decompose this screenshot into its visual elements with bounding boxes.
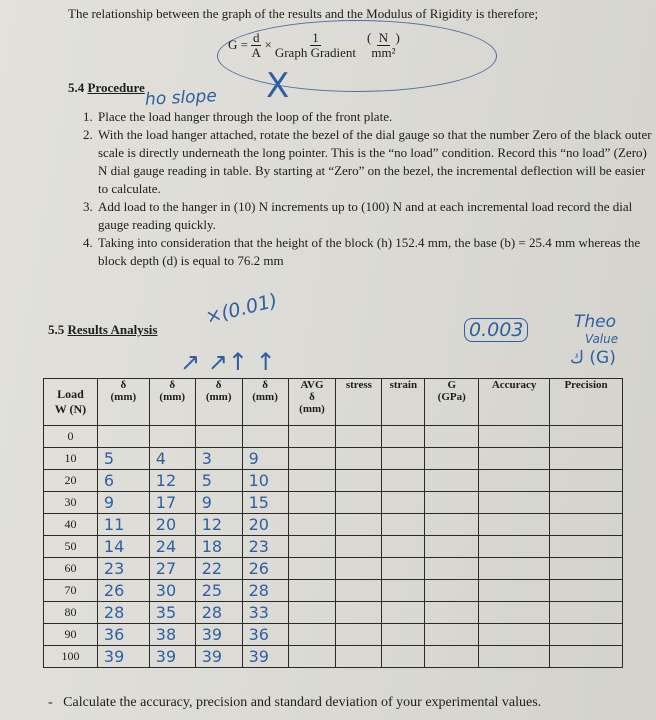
deflection-reading-cell: 23 xyxy=(97,558,149,580)
deflection-reading-cell: 22 xyxy=(195,558,242,580)
accuracy-cell xyxy=(479,536,550,558)
g-cell xyxy=(425,602,479,624)
formula-fraction-gradient: $\frac{1}{\text{Graph Gradient}}$ xyxy=(274,29,357,60)
deflection-reading-cell: 39 xyxy=(97,646,149,668)
deflection-reading-cell: 28 xyxy=(242,580,288,602)
header-deflection-3: δ (mm) xyxy=(195,379,242,426)
precision-cell xyxy=(550,426,623,448)
strain-cell xyxy=(382,426,425,448)
accuracy-cell xyxy=(479,448,550,470)
load-cell: 0 xyxy=(44,426,98,448)
stress-cell xyxy=(336,580,382,602)
table-row xyxy=(44,514,623,536)
deflection-reading-cell: 39 xyxy=(149,646,195,668)
deflection-reading-cell: 24 xyxy=(149,536,195,558)
rigidity-formula xyxy=(228,30,400,60)
deflection-reading-cell: 30 xyxy=(149,580,195,602)
procedure-steps xyxy=(70,108,656,270)
deflection-reading-cell: 39 xyxy=(195,646,242,668)
load-cell: 80 xyxy=(44,602,98,624)
accuracy-cell xyxy=(479,580,550,602)
g-cell xyxy=(425,646,479,668)
precision-cell xyxy=(550,580,623,602)
handwritten-cross-mark: X xyxy=(266,66,290,106)
strain-cell xyxy=(382,624,425,646)
precision-cell xyxy=(550,646,623,668)
accuracy-cell xyxy=(479,514,550,536)
deflection-reading-cell: 5 xyxy=(195,470,242,492)
header-precision: Precision xyxy=(550,379,623,426)
deflection-reading-cell: 25 xyxy=(195,580,242,602)
strain-cell xyxy=(382,492,425,514)
stress-cell xyxy=(336,558,382,580)
load-cell: 90 xyxy=(44,624,98,646)
table-header-row xyxy=(44,379,623,426)
avg-deflection-cell xyxy=(288,580,336,602)
results-heading: 5.5 Results Analysis xyxy=(48,322,158,337)
g-cell xyxy=(425,558,479,580)
stress-cell xyxy=(336,492,382,514)
deflection-reading-cell: 4 xyxy=(149,448,195,470)
accuracy-cell xyxy=(479,492,550,514)
precision-cell xyxy=(550,514,623,536)
deflection-reading-cell: 20 xyxy=(242,514,288,536)
table-row xyxy=(44,624,623,646)
load-cell: 30 xyxy=(44,492,98,514)
deflection-reading-cell: 26 xyxy=(97,580,149,602)
precision-cell xyxy=(550,558,623,580)
procedure-heading: 5.4 Procedure xyxy=(68,80,145,95)
formula-unit: ( $\frac{N}{\text{mm²}}$ ) xyxy=(367,30,400,60)
header-load: Load W (N) xyxy=(44,379,98,426)
strain-cell xyxy=(382,448,425,470)
handwritten-note-g: ك (G) xyxy=(570,348,616,368)
table-row xyxy=(44,536,623,558)
header-g: G (GPa) xyxy=(425,379,479,426)
precision-cell xyxy=(550,470,623,492)
deflection-reading-cell: 36 xyxy=(242,624,288,646)
strain-cell xyxy=(382,558,425,580)
g-cell xyxy=(425,536,479,558)
formula-lhs: G = xyxy=(228,37,248,52)
header-avg-deflection: AVG δ (mm) xyxy=(288,379,336,426)
stress-cell xyxy=(336,448,382,470)
load-cell: 60 xyxy=(44,558,98,580)
deflection-reading-cell: 27 xyxy=(149,558,195,580)
deflection-reading-cell: 23 xyxy=(242,536,288,558)
g-cell xyxy=(425,426,479,448)
deflection-reading-cell: 28 xyxy=(195,602,242,624)
g-cell xyxy=(425,448,479,470)
deflection-reading-cell: 10 xyxy=(242,470,288,492)
deflection-reading-cell: 12 xyxy=(149,470,195,492)
load-cell: 10 xyxy=(44,448,98,470)
deflection-reading-cell: 11 xyxy=(97,514,149,536)
deflection-reading-cell: 15 xyxy=(242,492,288,514)
deflection-reading-cell: 9 xyxy=(195,492,242,514)
formula-fraction-d-over-a: $\frac{d}{A}$ xyxy=(251,29,261,60)
intro-sentence: The relationship between the graph of the results and the Modulus of Rigidity is therefore; xyxy=(68,6,539,21)
table-row xyxy=(44,580,623,602)
precision-cell xyxy=(550,624,623,646)
header-deflection-4: δ (mm) xyxy=(242,379,288,426)
load-cell: 50 xyxy=(44,536,98,558)
stress-cell xyxy=(336,624,382,646)
deflection-reading-cell: 6 xyxy=(97,470,149,492)
precision-cell xyxy=(550,448,623,470)
load-cell: 40 xyxy=(44,514,98,536)
strain-cell xyxy=(382,646,425,668)
g-cell xyxy=(425,624,479,646)
handwritten-arrows: ↗ ↗↑ ↑ xyxy=(180,348,276,376)
procedure-step: 3. Add load to the hanger in (10) N increments up to (100) N and at each incremental load record the dial gauge reading quickly. xyxy=(96,198,656,234)
avg-deflection-cell xyxy=(288,536,336,558)
procedure-step: 2. With the load hanger attached, rotate the bezel of the dial gauge so that the number Zero of the black outer scale is directly underneath the long pointer. This is the “no load” condition. Record this “no load” (Zero) N dial gauge reading in table. By starting at “Zero” on the bezel, the incremental deflection will be easier to calculate. xyxy=(96,126,656,198)
handwritten-note-theo: Theo xyxy=(574,312,617,332)
deflection-reading-cell: 18 xyxy=(195,536,242,558)
accuracy-cell xyxy=(479,624,550,646)
strain-cell xyxy=(382,514,425,536)
handwritten-note-theoretical-slope: 0.003 xyxy=(464,318,528,342)
deflection-reading-cell: 17 xyxy=(149,492,195,514)
load-cell: 70 xyxy=(44,580,98,602)
deflection-reading-cell: 9 xyxy=(97,492,149,514)
avg-deflection-cell xyxy=(288,470,336,492)
avg-deflection-cell xyxy=(288,624,336,646)
deflection-reading-cell: 5 xyxy=(97,448,149,470)
deflection-reading-cell: 38 xyxy=(149,624,195,646)
deflection-reading-cell xyxy=(195,426,242,448)
accuracy-cell xyxy=(479,470,550,492)
g-cell xyxy=(425,492,479,514)
results-table xyxy=(43,378,623,668)
handwritten-note-slope: ho slope xyxy=(144,86,218,110)
header-strain: strain xyxy=(382,379,425,426)
footer-instruction: - Calculate the accuracy, precision and standard deviation of your experimental values. xyxy=(48,695,542,710)
stress-cell xyxy=(336,514,382,536)
g-cell xyxy=(425,514,479,536)
table-row xyxy=(44,470,623,492)
strain-cell xyxy=(382,470,425,492)
avg-deflection-cell xyxy=(288,448,336,470)
table-row xyxy=(44,646,623,668)
header-stress: stress xyxy=(336,379,382,426)
table-row xyxy=(44,602,623,624)
avg-deflection-cell xyxy=(288,602,336,624)
header-deflection-1: δ (mm) xyxy=(97,379,149,426)
precision-cell xyxy=(550,492,623,514)
stress-cell xyxy=(336,646,382,668)
deflection-reading-cell: 9 xyxy=(242,448,288,470)
accuracy-cell xyxy=(479,426,550,448)
avg-deflection-cell xyxy=(288,514,336,536)
stress-cell xyxy=(336,536,382,558)
deflection-reading-cell: 39 xyxy=(242,646,288,668)
deflection-reading-cell: 28 xyxy=(97,602,149,624)
strain-cell xyxy=(382,580,425,602)
procedure-step: 1. Place the load hanger through the loop of the front plate. xyxy=(96,108,656,126)
table-row xyxy=(44,448,623,470)
avg-deflection-cell xyxy=(288,646,336,668)
deflection-reading-cell: 26 xyxy=(242,558,288,580)
handwritten-note-value: Value xyxy=(585,332,619,346)
header-accuracy: Accuracy xyxy=(479,379,550,426)
accuracy-cell xyxy=(479,558,550,580)
table-row xyxy=(44,492,623,514)
load-cell: 20 xyxy=(44,470,98,492)
accuracy-cell xyxy=(479,602,550,624)
precision-cell xyxy=(550,536,623,558)
deflection-reading-cell xyxy=(97,426,149,448)
deflection-reading-cell xyxy=(242,426,288,448)
table-body xyxy=(44,426,623,668)
table-row xyxy=(44,558,623,580)
stress-cell xyxy=(336,470,382,492)
deflection-reading-cell: 20 xyxy=(149,514,195,536)
deflection-reading-cell: 39 xyxy=(195,624,242,646)
deflection-reading-cell: 36 xyxy=(97,624,149,646)
strain-cell xyxy=(382,536,425,558)
procedure-step: 4. Taking into consideration that the height of the block (h) 152.4 mm, the base (b) = 25.4 mm whereas the block depth (d) is equal to 76.2 mm xyxy=(96,234,656,270)
header-deflection-2: δ (mm) xyxy=(149,379,195,426)
deflection-reading-cell: 33 xyxy=(242,602,288,624)
deflection-reading-cell: 12 xyxy=(195,514,242,536)
avg-deflection-cell xyxy=(288,426,336,448)
avg-deflection-cell xyxy=(288,492,336,514)
strain-cell xyxy=(382,602,425,624)
formula-times: × xyxy=(264,37,272,52)
deflection-reading-cell: 14 xyxy=(97,536,149,558)
accuracy-cell xyxy=(479,646,550,668)
handwritten-note-tolerance: ×(0.01) xyxy=(203,289,280,329)
deflection-reading-cell: 3 xyxy=(195,448,242,470)
stress-cell xyxy=(336,426,382,448)
table-row xyxy=(44,426,623,448)
load-cell: 100 xyxy=(44,646,98,668)
avg-deflection-cell xyxy=(288,558,336,580)
g-cell xyxy=(425,580,479,602)
stress-cell xyxy=(336,602,382,624)
precision-cell xyxy=(550,602,623,624)
g-cell xyxy=(425,470,479,492)
deflection-reading-cell xyxy=(149,426,195,448)
deflection-reading-cell: 35 xyxy=(149,602,195,624)
